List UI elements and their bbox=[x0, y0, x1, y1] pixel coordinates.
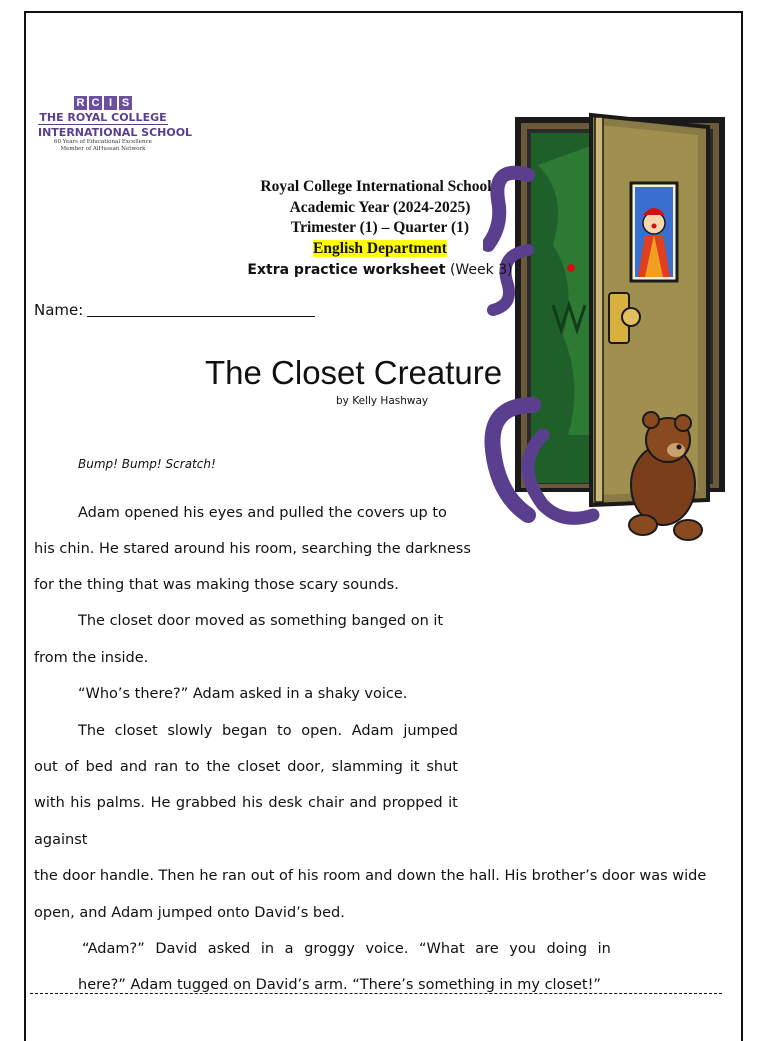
department-highlight: English Department bbox=[313, 240, 447, 257]
story-word: are bbox=[475, 941, 499, 957]
story-word: the bbox=[206, 759, 231, 775]
story-line: “Who’s there?” Adam asked in a shaky voice. bbox=[78, 686, 408, 702]
story-word: bed bbox=[85, 759, 113, 775]
story-word: closet bbox=[114, 723, 158, 739]
story-word: Adam bbox=[351, 723, 394, 739]
logo-network: Member of AlHussan Network bbox=[60, 146, 146, 152]
story-word: ran bbox=[154, 759, 179, 775]
story-word: He bbox=[150, 795, 171, 811]
story-word: doing bbox=[546, 941, 588, 957]
story-line bbox=[78, 723, 458, 739]
name-blank-line[interactable] bbox=[87, 302, 315, 317]
story-word: asked bbox=[207, 941, 251, 957]
story-word: shut bbox=[426, 759, 458, 775]
story-word: desk bbox=[268, 795, 303, 811]
story-title: The Closet Creature bbox=[205, 354, 503, 391]
story-word: to bbox=[185, 759, 200, 775]
worksheet-week: (Week 3) bbox=[445, 262, 513, 278]
story-word: his bbox=[70, 795, 92, 811]
story-line: for the thing that was making those scary sounds. bbox=[34, 577, 399, 593]
story-sound-effect: Bump! Bump! Scratch! bbox=[78, 457, 216, 471]
story-word: palms. bbox=[96, 795, 146, 811]
story-word: door, bbox=[287, 759, 325, 775]
story-word: his bbox=[242, 795, 263, 811]
story-word: slamming bbox=[331, 759, 403, 775]
name-label: Name: bbox=[34, 301, 84, 319]
logo-name-line1: THE ROYAL COLLEGE bbox=[39, 111, 167, 124]
story-word: David bbox=[155, 941, 198, 957]
story-line: here?” Adam tugged on David’s arm. “There’s something in my closet!” bbox=[78, 977, 601, 993]
logo-letter: C bbox=[89, 96, 102, 110]
story-line: against bbox=[34, 832, 88, 848]
dashed-divider bbox=[30, 993, 722, 994]
story-word: a bbox=[284, 941, 294, 957]
story-line bbox=[34, 759, 458, 775]
school-logo bbox=[38, 96, 193, 153]
story-word: and bbox=[349, 795, 377, 811]
worksheet-title bbox=[190, 262, 570, 278]
story-word: slowly bbox=[167, 723, 213, 739]
story-line: from the inside. bbox=[34, 650, 149, 666]
story-word: propped bbox=[382, 795, 443, 811]
logo-letter: S bbox=[119, 96, 132, 110]
story-word: voice. bbox=[365, 941, 409, 957]
department bbox=[190, 240, 570, 258]
story-word: and bbox=[119, 759, 148, 775]
story-word: began bbox=[221, 723, 268, 739]
story-word: grabbed bbox=[175, 795, 237, 811]
story-word: in bbox=[260, 941, 275, 957]
story-word: “What bbox=[419, 941, 465, 957]
term: Trimester (1) – Quarter (1) bbox=[290, 219, 470, 236]
story-line: his chin. He stared around his room, searching the darkness bbox=[34, 541, 471, 557]
story-word: closet bbox=[237, 759, 281, 775]
name-field bbox=[34, 301, 315, 319]
story-author: by Kelly Hashway bbox=[336, 395, 429, 407]
story-word: in bbox=[597, 941, 611, 957]
story-line bbox=[34, 795, 458, 811]
logo-tagline: 60 Years of Educational Excellence bbox=[54, 139, 152, 145]
story-word: it bbox=[409, 759, 420, 775]
story-word: of bbox=[64, 759, 79, 775]
logo-letter: R bbox=[74, 96, 87, 110]
story-line: open, and Adam jumped onto David’s bed. bbox=[34, 905, 345, 921]
story-line: The closet door moved as something banged on it bbox=[78, 613, 444, 629]
story-word: “Adam?” bbox=[82, 941, 145, 957]
story-word: with bbox=[34, 795, 65, 811]
story-word: you bbox=[509, 941, 536, 957]
academic-year: Academic Year (2024-2025) bbox=[289, 199, 471, 216]
story-word: open. bbox=[301, 723, 343, 739]
logo-name-line2: INTERNATIONAL SCHOOL bbox=[38, 126, 193, 139]
story-line: the door handle. Then he ran out of his room and down the hall. His brother’s door was wide bbox=[34, 868, 707, 884]
logo-letter: I bbox=[104, 96, 117, 110]
closet-creature-illustration bbox=[483, 105, 733, 545]
worksheet-label: Extra practice worksheet bbox=[247, 262, 446, 278]
story-line bbox=[82, 941, 611, 957]
logo-letters bbox=[38, 96, 168, 110]
school-name: Royal College International School bbox=[260, 178, 492, 195]
story-word: jumped bbox=[403, 723, 458, 739]
story-word: chair bbox=[307, 795, 345, 811]
story-line: Adam opened his eyes and pulled the covers up to bbox=[78, 505, 447, 521]
story-word: it bbox=[448, 795, 458, 811]
story-word: to bbox=[277, 723, 292, 739]
story-word: out bbox=[34, 759, 58, 775]
story-word: groggy bbox=[304, 941, 355, 957]
story-word: The bbox=[78, 723, 105, 739]
